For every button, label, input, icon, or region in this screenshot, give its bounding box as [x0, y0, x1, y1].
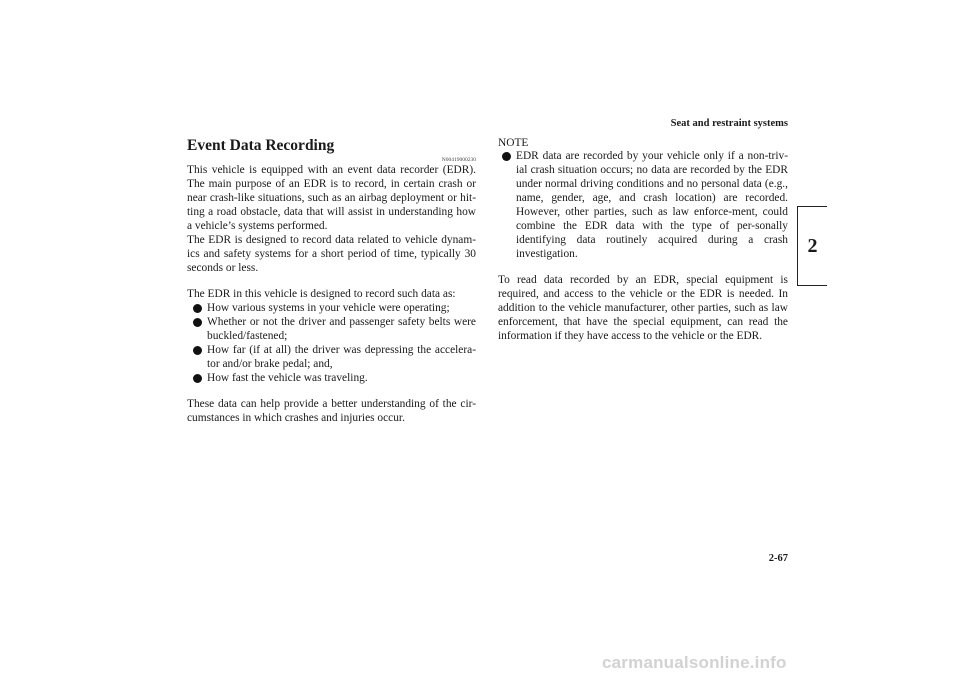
intro-paragraph: This vehicle is equipped with an event data recorder (EDR). The main purpose of an EDR is to record, in certain crash or near crash-like situations, such as an airbag deployment or hit-ting a road obstacle, data that will assist in understanding how a vehicle’s systems performed. — [187, 164, 476, 232]
design-paragraph: The EDR is designed to record data related to vehicle dynam-ics and safety systems for a short period of time, typically 30 seconds or less. — [187, 234, 476, 274]
data-list-intro: The EDR in this vehicle is designed to record such data as: — [187, 288, 456, 300]
list-item: How fast the vehicle was traveling. — [193, 371, 476, 385]
document-code: N00419000230 — [441, 157, 476, 163]
chapter-number: 2 — [807, 234, 818, 257]
list-item: How far (if at all) the driver was depressing the accelera-tor and/or brake pedal; and, — [193, 343, 476, 371]
access-paragraph: To read data recorded by an EDR, special equipment is required, and access to the vehicle or the EDR is needed. In addition to the vehicle manufacturer, other parties, such as law enforcement, that have the special equipment, can read the information if they have access to the vehicle or the EDR. — [498, 274, 788, 342]
recorded-data-list — [187, 301, 476, 385]
bullet-icon — [193, 346, 202, 355]
note-list — [498, 149, 788, 261]
closing-paragraph: These data can help provide a better understanding of the cir-cumstances in which crashes and injuries occur. — [187, 398, 476, 424]
bullet-icon — [193, 374, 202, 383]
watermark: carmanualsonline.info — [602, 653, 787, 672]
bullet-icon — [193, 318, 202, 327]
note-label: NOTE — [498, 137, 529, 149]
section-heading: Event Data Recording — [187, 137, 335, 154]
note-item: EDR data are recorded by your vehicle only if a non-triv-ial crash situation occurs; no data are recorded by the EDR under normal driving conditions and no personal data (e.g., name, gender, age, and crash location) are recorded. However, other parties, such as law enforce-ment, could combine the EDR data with the type of per-sonally identifying data routinely acquired during a crash investigation. — [502, 149, 788, 261]
section-heading-row — [187, 137, 476, 163]
page-header-title: Seat and restraint systems — [670, 118, 788, 129]
right-column — [498, 137, 788, 343]
bullet-icon — [502, 152, 511, 161]
page-number: 2-67 — [768, 553, 788, 564]
bullet-icon — [193, 304, 202, 313]
list-item: How various systems in your vehicle were operating; — [193, 301, 476, 315]
left-column — [187, 137, 476, 425]
chapter-tab — [797, 206, 827, 286]
list-item: Whether or not the driver and passenger safety belts were buckled/fastened; — [193, 315, 476, 343]
